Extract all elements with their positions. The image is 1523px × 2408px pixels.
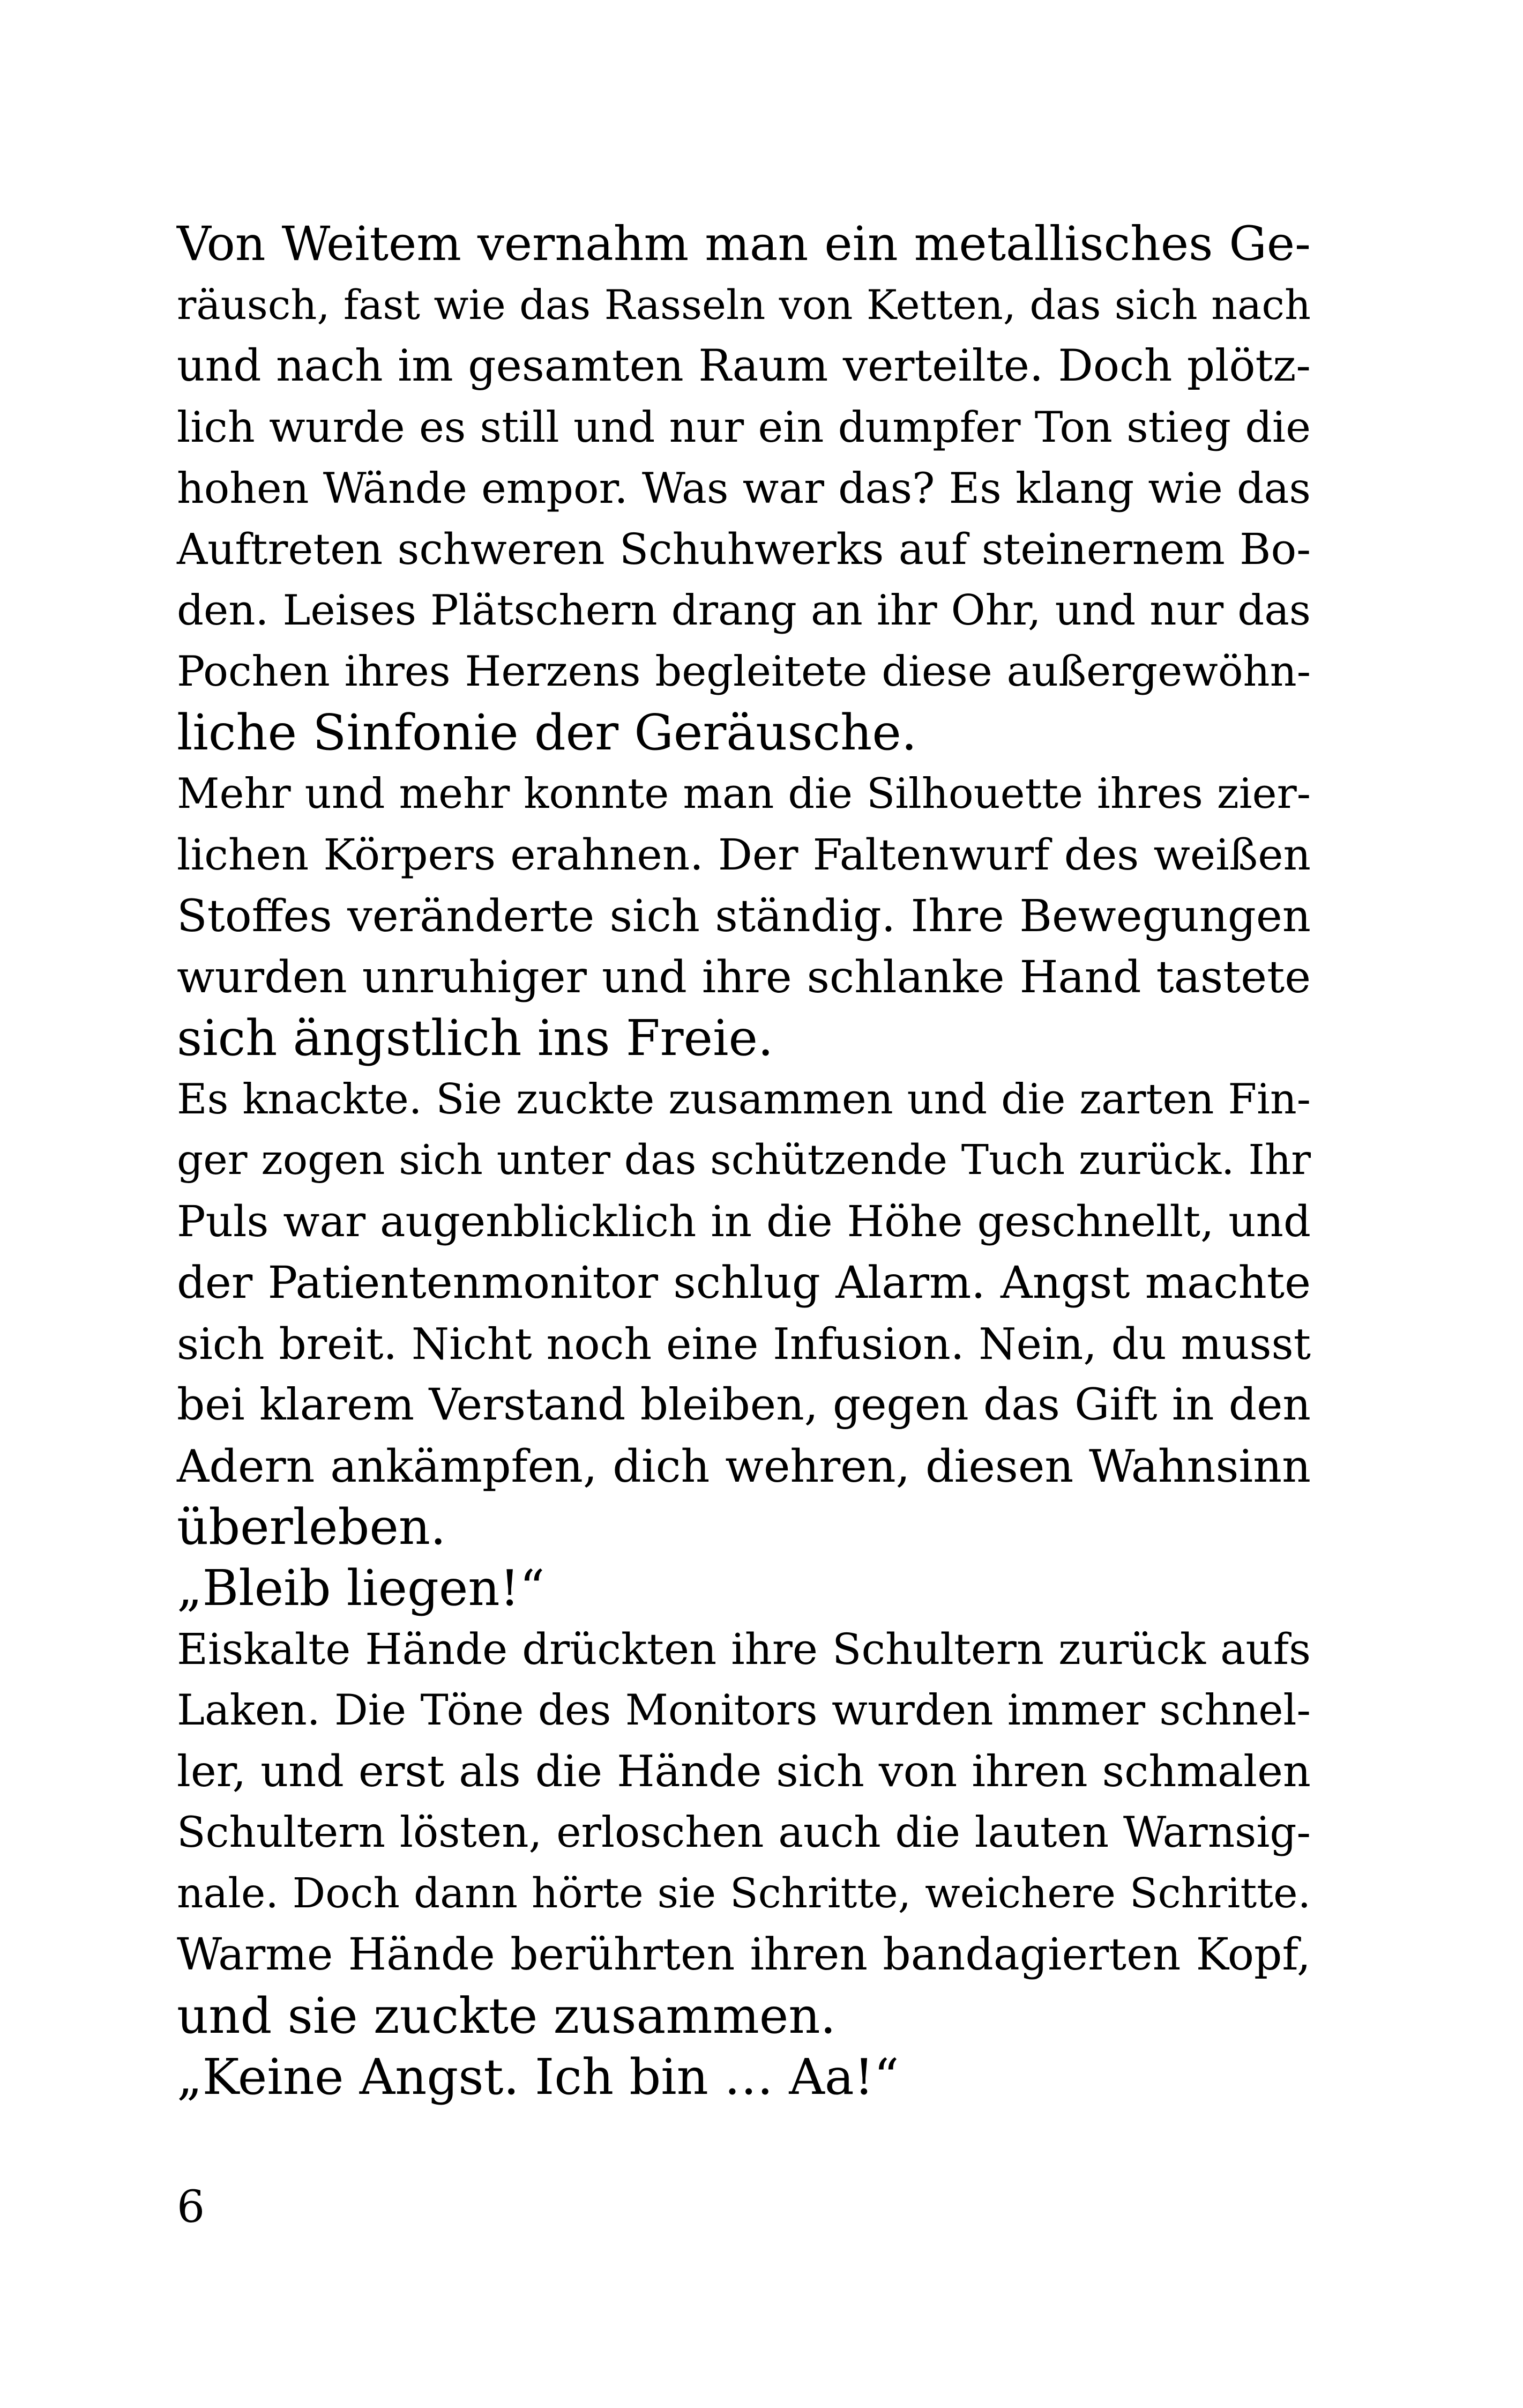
text-line: ger zogen sich unter das schützende Tuch zurück. Ihr xyxy=(177,1136,1311,1184)
text-line: und nach im gesamten Raum verteilte. Doch plötz- xyxy=(177,340,1311,391)
text-line: lich wurde es still und nur ein dumpfer Ton stieg die xyxy=(177,403,1311,452)
text-line: Warme Hände berührten ihren bandagierten Kopf, xyxy=(177,1929,1311,1980)
text-line: überleben. xyxy=(177,1498,446,1556)
text-line: Adern ankämpfen, dich wehren, diesen Wahnsinn xyxy=(177,1440,1311,1492)
text-line: wurden unruhiger und ihre schlanke Hand tastete xyxy=(177,952,1311,1003)
text-line: Es knackte. Sie zuckte zusammen und die zarten Fin- xyxy=(177,1075,1311,1124)
text-line: nale. Doch dann hörte sie Schritte, weichere Schritte. xyxy=(177,1870,1311,1918)
text-line: sich breit. Nicht noch eine Infusion. Nein, du musst xyxy=(177,1319,1311,1369)
text-line: der Patientenmonitor schlug Alarm. Angst machte xyxy=(177,1257,1311,1309)
text-line: Auftreten schweren Schuhwerks auf steinernem Bo- xyxy=(177,524,1311,574)
text-line: räusch, fast wie das Rasseln von Ketten, das sich nach xyxy=(177,281,1311,329)
text-line: Stoffes veränderte sich ständig. Ihre Bewegungen xyxy=(177,890,1311,942)
text-line: Mehr und mehr konnte man die Silhouette ihres zier- xyxy=(177,770,1311,818)
text-line: den. Leises Plätschern drang an ihr Ohr, und nur das xyxy=(177,586,1311,635)
text-line: hohen Wände empor. Was war das? Es klang wie das xyxy=(177,464,1311,513)
text-line: liche Sinfonie der Geräusche. xyxy=(177,704,917,761)
text-line: lichen Körpers erahnen. Der Faltenwurf des weißen xyxy=(177,830,1311,880)
text-line: ler, und erst als die Hände sich von ihren schmalen xyxy=(177,1746,1311,1797)
text-line: „Keine Angst. Ich bin … Aa!“ xyxy=(177,2048,899,2106)
text-line: Laken. Die Töne des Monitors wurden immer schnel- xyxy=(177,1686,1311,1735)
text-line: Von Weitem vernahm man ein metallisches Ge- xyxy=(177,216,1311,271)
body-text xyxy=(177,213,1311,2108)
text-line: Puls war augenblicklich in die Höhe geschnellt, und xyxy=(177,1196,1311,1246)
text-line: sich ängstlich ins Freie. xyxy=(177,1009,774,1067)
text-line: und sie zuckte zusammen. xyxy=(177,1987,836,2045)
text-line: Eiskalte Hände drückten ihre Schultern zurück aufs xyxy=(177,1624,1311,1674)
text-line: bei klarem Verstand bleiben, gegen das Gift in den xyxy=(177,1379,1311,1430)
text-line: Schultern lösten, erloschen auch die lauten Warnsig- xyxy=(177,1808,1311,1857)
text-line: „Bleib liegen!“ xyxy=(177,1559,545,1617)
text-line: Pochen ihres Herzens begleitete diese außergewöhn- xyxy=(177,648,1311,696)
page-number: 6 xyxy=(177,2182,205,2233)
